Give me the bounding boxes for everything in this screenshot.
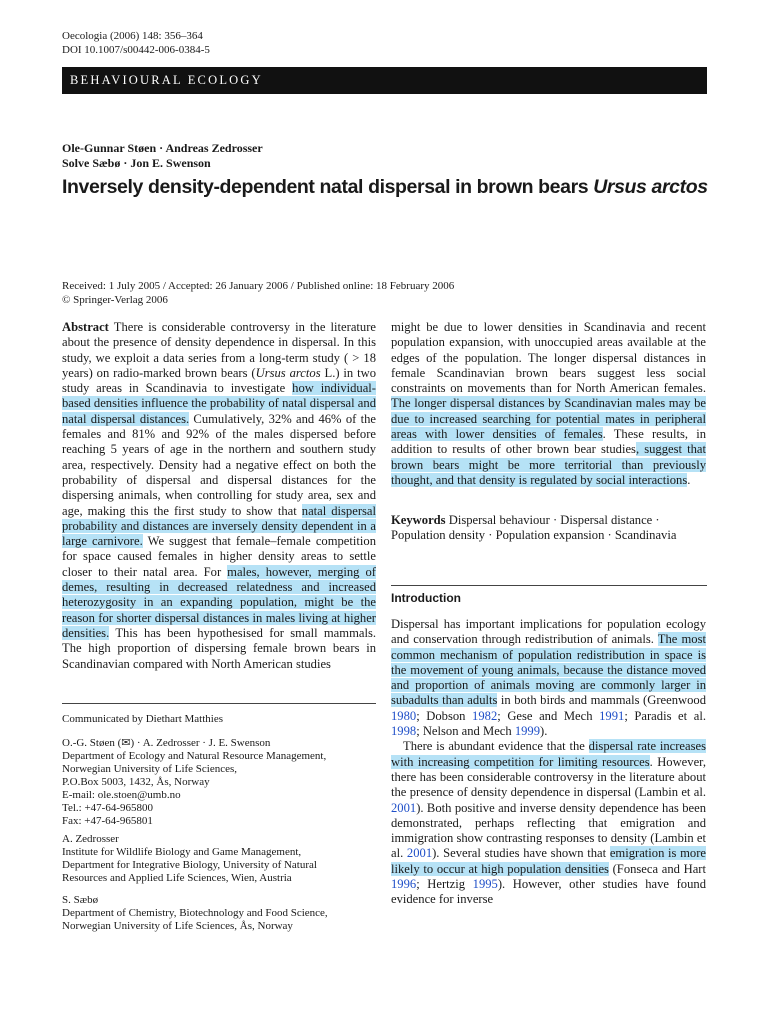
intro-text: There is abundant evidence that the [403,739,589,754]
citation-link[interactable]: 1982 [472,708,498,723]
citation-link[interactable]: 1980 [391,708,417,723]
citation-link[interactable]: 1999 [514,724,541,739]
affiliation-line: Institute for Wildlife Biology and Game Management, [62,846,302,858]
intro-text: ; Hertzig [416,877,473,892]
abstract-text: Cumulatively, 32% and 46% of the females and 81% and 92% of the males dispersed before reaching 5 years of age in the northern and southern study area, respectively. Density had a negative effect on both the probability of dispersal and dispersal distances for the dispersing animals, when controlling for study area, sex and age, making this the first study to show that [62,411,376,518]
abstract-text: . These results, in addition to results of other brown bear studies [391,427,706,457]
affiliation-line: Resources and Applied Life Sciences, Wien, Austria [62,872,292,884]
highlight: , suggest that brown bears might be more territorial than previously thought, and that density is regulated by social interactions [391,442,706,487]
title-main: Inversely density-dependent natal dispersal in brown bears [62,176,594,198]
highlight: emigration is more likely to occur at high population densities [391,846,706,876]
author-line-1: Ole-Gunnar Støen · Andreas Zedrosser [62,141,263,155]
abstract-text: . [687,472,691,487]
abstract-text: This has been hypothesised for small mammals. The high proportion of dispersing female brown bears in Scandinavian compared with North American studies [62,625,376,671]
affiliation-line: Norwegian University of Life Sciences, [62,763,238,775]
affiliation-line: P.O.Box 5003, 1432, Ås, Norway [62,776,210,788]
abstract-species: Ursus arctos [255,365,321,380]
highlight: males, however, merging of demes, resulting in decreased relatedness and increased heterozygosity in an expanding population, might be the reason for shorter dispersal distances in males living at higher densities. [62,564,376,640]
intro-paragraph-1 [391,617,706,739]
highlight: how individual-based densities influence the probability of natal dispersal and natal dispersal distances. [62,381,376,426]
affiliation-line: S. Sæbø [62,894,99,906]
abstract-left [62,320,376,672]
affiliation-line: Department of Chemistry, Biotechnology and Food Science, [62,907,328,919]
affiliation-line: Department for Integrative Biology, University of Natural [62,859,317,871]
phone-line: Tel.: +47-64-965800 [62,802,153,814]
dates-line: Received: 1 July 2005 / Accepted: 26 January 2006 / Published online: 18 February 2006 [62,280,455,292]
section-banner: BEHAVIOURAL ECOLOGY [62,67,707,94]
intro-text: ). Both positive and inverse density dependence has been demonstrated, perhaps reflecting that emigration and immigration show contrasting responses to density (Lambin et al. [391,800,706,861]
affiliation-3 [62,894,382,933]
abstract-right [391,320,706,488]
affiliation-line: Department of Ecology and Natural Resource Management, [62,750,327,762]
highlight: dispersal rate increases with increasing competition for limiting resources [391,739,706,769]
communicated-by: Communicated by Diethart Matthies [62,713,223,725]
keywords-text: Dispersal behaviour · Dispersal distance · Population density · Population expansion · Scandinavia [391,513,677,543]
title-species: Ursus arctos [593,176,708,198]
affiliation-line: O.-G. Støen (✉) · A. Zedrosser · J. E. Swenson [62,737,271,749]
intro-text: Dispersal has important implications for population ecology and conservation through redistribution of animals. [391,617,706,647]
citation-link[interactable]: 1996 [391,877,417,892]
abstract-text: might be due to lower densities in Scandinavia and recent population expansion, with unoccupied areas available at the edges of the population. The longer dispersal distances in female Scandinavian brown bears suggest less social constraints on movements than for North American females. [391,320,706,396]
intro-text: ; Gese and Mech [497,708,600,723]
citation-link[interactable]: 2001 [391,800,417,815]
communicated-block [62,703,376,726]
keywords [391,513,706,544]
affiliation-line: Norwegian University of Life Sciences, Ås, Norway [62,920,293,932]
section-heading: Introduction [391,591,461,605]
abstract-text: We suggest that female–female competition for space caused females in higher density areas to settle closer to their natal area. For [62,534,376,579]
intro-text: in both birds and mammals (Greenwood [497,693,706,708]
fax-line: Fax: +47-64-965801 [62,815,153,827]
email-line: E-mail: ole.stoen@umb.no [62,789,181,801]
doi: DOI 10.1007/s00442-006-0384-5 [62,43,210,56]
abstract-label: Abstract [62,320,109,334]
citation-link[interactable]: 1991 [599,708,625,723]
introduction-body [391,617,706,908]
divider [391,585,707,586]
highlight: The most common mechanism of population redistribution in space is the movement of young animals, because the distance moved and proportion of animals moving are commonly larger in subadults than adults [391,632,706,708]
highlight: The longer dispersal distances by Scandinavian males may be due to increased searching for potential mates in peripheral areas with lower densities of females [391,396,706,442]
intro-text: ; Nelson and Mech [416,724,515,739]
intro-paragraph-2 [391,739,706,907]
publication-dates [62,280,454,307]
author-list [62,141,263,170]
citation-link[interactable]: 1995 [472,877,498,892]
abstract-text: There is considerable controversy in the literature about the presence of density dependence in dispersal. In this study, we exploit a data series from a long-term study ( > 18 years) on radio-marked brown bears ( [62,320,376,380]
journal-meta [62,30,210,57]
intro-text: ; Paradis et al. [624,708,706,723]
affiliation-2 [62,833,382,885]
author-line-2: Solve Sæbø · Jon E. Swenson [62,155,211,170]
intro-text: ; Dobson [416,708,473,723]
intro-text: (Fonseca and Hart [608,861,706,876]
paper-title [62,176,722,199]
abstract-text: L.) in two study areas in Scandinavia to investigate [62,365,377,396]
keywords-label: Keywords [391,513,446,527]
affiliation-1 [62,737,382,828]
intro-text: ). However, other studies have found evidence for inverse [391,877,706,907]
divider [62,703,376,704]
intro-text: . However, there has been considerable controversy in the literature about the presence of density dependence in dispersal (Lambin et al. [391,754,706,800]
citation-link[interactable]: 2001 [406,846,433,861]
highlight: natal dispersal probability and distances are inversely density dependent in a large carnivore. [62,503,376,549]
affiliation-line: A. Zedrosser [62,833,119,845]
intro-text: ). [540,724,548,739]
journal-citation: Oecologia (2006) 148: 356–364 [62,30,203,42]
copyright-line: © Springer-Verlag 2006 [62,293,168,306]
intro-text: ). Several studies have shown that [432,846,610,861]
citation-link[interactable]: 1998 [391,724,417,739]
